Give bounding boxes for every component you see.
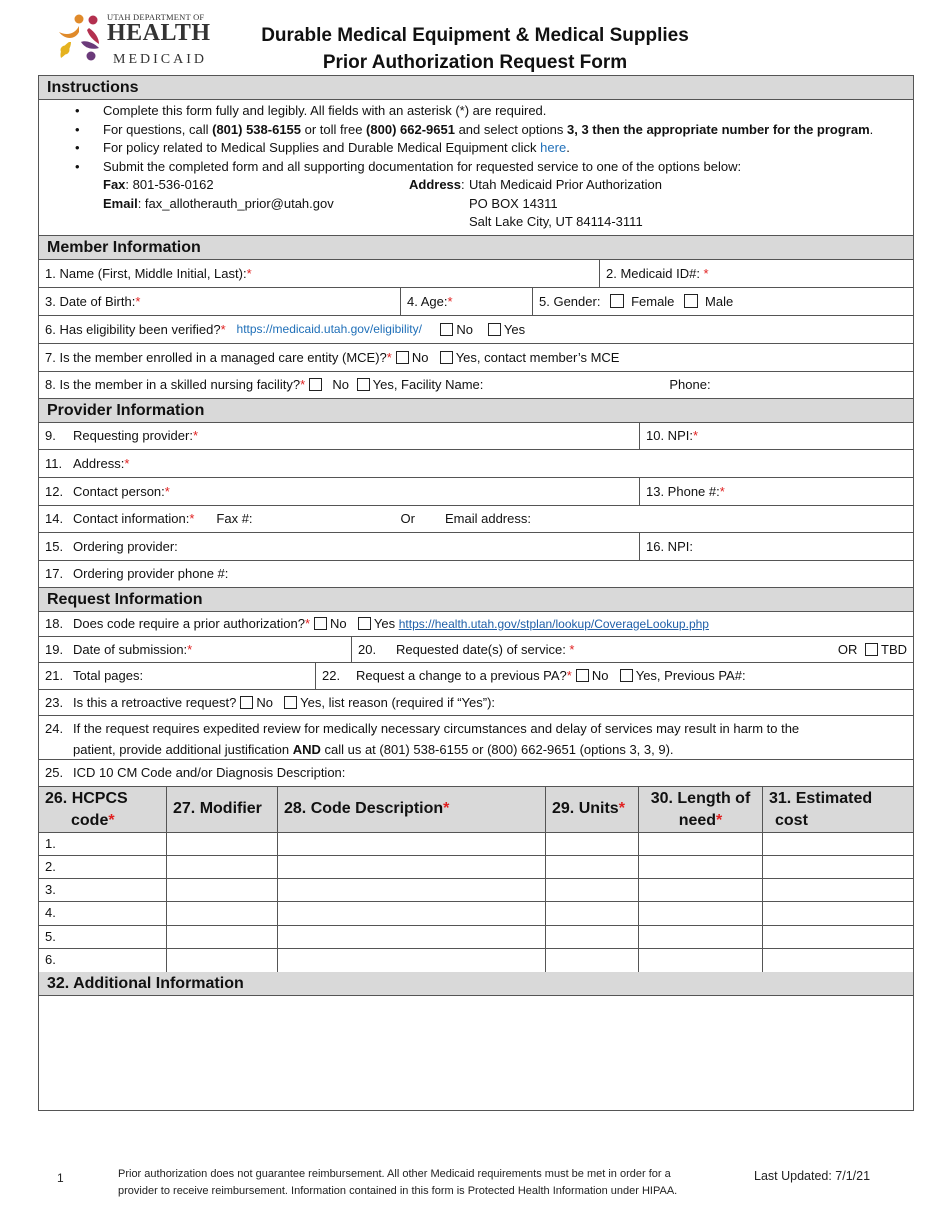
field-number: 19. [45, 641, 64, 657]
table-row [39, 902, 913, 925]
table-cell[interactable] [166, 879, 277, 901]
row-number-cell[interactable]: 1. [45, 835, 56, 851]
table-cell[interactable] [638, 926, 762, 948]
table-cell[interactable] [638, 949, 762, 972]
table-cell[interactable] [545, 926, 638, 948]
eligibility-no-checkbox[interactable] [440, 323, 453, 336]
table-row [39, 833, 913, 856]
footer-disclaimer [118, 1166, 677, 1199]
text: patient, provide additional justification [73, 741, 293, 757]
field-label: 2. Medicaid ID#: [606, 265, 700, 281]
male-label: Male [705, 293, 734, 309]
instruction-item: • Complete this form fully and legibly. All fields with an asterisk (*) are required. [39, 102, 913, 121]
table-cell[interactable] [166, 902, 277, 924]
field-label: 7. Is the member enrolled in a managed care entity (MCE)? [45, 349, 387, 365]
field-number: 24. [45, 720, 64, 736]
text: For policy related to Medical Supplies and Durable Medical Equipment click [103, 140, 541, 155]
table-cell[interactable] [638, 833, 762, 855]
table-cell[interactable] [762, 949, 913, 972]
table-cell[interactable] [762, 926, 913, 948]
no-label: No [332, 377, 349, 392]
colon: : [461, 177, 465, 192]
table-cell[interactable] [762, 833, 913, 855]
col-label: 29. Units [552, 800, 619, 817]
email-label: Email address: [444, 511, 531, 526]
text: call us at (801) 538-6155 or (800) 662-9651 (options 3, 3, 9). [320, 741, 674, 757]
table-cell[interactable] [277, 856, 545, 878]
col-modifier: 27. Modifier [166, 787, 277, 832]
fax-label: Fax [103, 177, 126, 192]
field-number: 15. [45, 538, 64, 554]
icd10-field[interactable] [39, 760, 913, 786]
field-label: Request a change to a previous PA? [356, 668, 567, 683]
table-cell[interactable] [545, 856, 638, 878]
table-cell[interactable] [166, 949, 277, 972]
yes-label: Yes, list reason (required if “Yes”): [300, 694, 496, 710]
col-label: 31. Estimated [769, 789, 873, 807]
yes-label: Yes, contact member’s MCE [455, 349, 620, 365]
no-label: No [411, 349, 429, 365]
field-label: 3. Date of Birth: [45, 293, 136, 309]
instruction-item [39, 139, 913, 158]
row-number-cell[interactable]: 3. [45, 882, 56, 898]
field-label: 4. Age: [407, 293, 448, 309]
options-text: 3, 3 then the appropriate number for the program [566, 121, 870, 137]
prior-auth-form [38, 75, 914, 1111]
field-number: 12. [45, 483, 64, 499]
address-line: Salt Lake City, UT 84114-3111 [469, 214, 643, 229]
field-label: 8. Is the member in a skilled nursing facility? [45, 377, 301, 392]
table-cell[interactable] [545, 879, 638, 901]
medicaid-id-field[interactable]: 2. Medicaid ID#: * [599, 260, 913, 287]
row-number-cell[interactable]: 6. [45, 951, 56, 967]
address-line: PO BOX 14311 [469, 195, 558, 211]
no-label: No [256, 694, 273, 710]
col-units: 29. Units * [545, 787, 638, 832]
field-label: Total pages: [73, 668, 144, 683]
phone-number: (800) 662-9651 [366, 121, 455, 137]
email-line [103, 195, 409, 214]
table-cell[interactable] [545, 833, 638, 855]
field-label: 5. Gender: [539, 293, 601, 309]
table-cell[interactable] [166, 833, 277, 855]
phone-label: Phone: [669, 377, 711, 392]
field-number: 14. [45, 511, 64, 526]
field-number: 9. [45, 428, 56, 443]
field-label: Requested date(s) of service: [396, 641, 566, 657]
field-label: Requesting provider: [73, 428, 193, 443]
ordering-provider-field[interactable] [39, 533, 639, 560]
pa-yes-checkbox[interactable] [358, 617, 371, 630]
text: and select options [454, 121, 567, 137]
prior-auth-required-field: 18. Does code require a prior authorization? * No Yes https://health.utah.gov/stplan/lookup/CoverageLookup.php [45, 616, 709, 631]
row-number-cell[interactable]: 2. [45, 858, 56, 874]
field-label: Contact information: [73, 511, 190, 526]
table-cell[interactable] [638, 902, 762, 924]
hcpcs-table-body [39, 833, 913, 973]
row-number-cell[interactable]: 5. [45, 928, 56, 944]
field-label: Date of submission: [73, 641, 188, 657]
retro-no-checkbox[interactable] [240, 696, 253, 709]
instructions-list [39, 100, 913, 235]
table-row [39, 949, 913, 972]
utah-health-logo [55, 12, 220, 72]
eligibility-field: 6. Has eligibility been verified? * https://medicaid.utah.gov/eligibility/ No Yes [45, 321, 526, 337]
phone-number: (801) 538-6155 [212, 121, 302, 137]
field-label: 6. Has eligibility been verified? [45, 321, 221, 337]
female-checkbox[interactable] [610, 294, 624, 308]
submission-date-field[interactable]: 19. Date of submission: * [45, 641, 193, 657]
member-name-field[interactable]: 1. Name (First, Middle Initial, Last): * [45, 265, 252, 281]
table-cell[interactable] [762, 902, 913, 924]
field-number: 23. [45, 694, 64, 710]
yes-label: Yes, Facility Name: [372, 377, 484, 392]
col-code-description: 28. Code Description * [277, 787, 545, 832]
request-info-heading: Request Information [39, 588, 913, 612]
table-cell[interactable] [638, 879, 762, 901]
table-cell[interactable] [545, 902, 638, 924]
field-label: Does code require a prior authorization? [73, 616, 305, 631]
contact-info-field[interactable]: 14. Contact information: * Fax #: Or Email address: [45, 511, 531, 526]
page-number: 1 [57, 1171, 64, 1185]
table-cell[interactable] [166, 856, 277, 878]
fax-label: Fax #: [216, 511, 253, 526]
table-row [39, 879, 913, 902]
yes-label: Yes [373, 616, 396, 631]
logo-dept-text: UTAH DEPARTMENT OF [107, 12, 205, 22]
pa-no-checkbox[interactable] [314, 617, 327, 630]
contact-person-field[interactable]: 12. Contact person: * [45, 483, 170, 499]
tbd-checkbox[interactable] [865, 643, 878, 656]
table-cell[interactable] [277, 902, 545, 924]
form-title [230, 22, 720, 76]
field-label: Ordering provider: [73, 538, 178, 554]
field-label: 10. NPI: [646, 428, 693, 443]
note-line [73, 739, 799, 760]
table-cell[interactable] [277, 833, 545, 855]
policy-here-link[interactable]: here [540, 140, 567, 155]
last-updated: Last Updated: 7/1/21 [754, 1169, 871, 1183]
address-label: Address [409, 177, 462, 192]
service-dates-field[interactable]: 20. Requested date(s) of service: * OR TBD [351, 637, 913, 662]
tbd-label: TBD [881, 641, 907, 657]
col-label: need [678, 811, 717, 829]
address-field[interactable]: 11. Address: * [45, 455, 130, 471]
snf-field: 8. Is the member in a skilled nursing facility? * No Yes, Facility Name: Phone: [45, 377, 711, 392]
yes-label: Yes, Previous PA#: [635, 668, 746, 683]
field-number: 22. [322, 668, 341, 683]
instruction-item: • Submit the completed form and all supporting documentation for requested service to one of the options below: [39, 158, 913, 177]
phone-field[interactable]: 13. Phone #: * [639, 478, 913, 505]
yes-label: Yes [503, 321, 526, 337]
row-number-cell[interactable]: 4. [45, 905, 56, 921]
text: For questions, call [103, 121, 213, 137]
col-label: 30. Length of [650, 789, 751, 807]
col-estimated-cost [762, 787, 913, 832]
field-number: 21. [45, 668, 64, 683]
field-label: 16. NPI: [646, 538, 693, 554]
npi-field[interactable]: 10. NPI: * [639, 423, 913, 449]
retro-yes-checkbox[interactable] [284, 696, 297, 709]
table-row [39, 926, 913, 949]
address-line: Utah Medicaid Prior Authorization [469, 177, 662, 192]
retroactive-field [39, 690, 913, 715]
expedited-review-note [39, 716, 805, 759]
or-label: OR [837, 641, 858, 657]
coverage-lookup-link[interactable]: https://health.utah.gov/stplan/lookup/CoverageLookup.php [398, 616, 709, 631]
col-length-of-need: 30. Length of need* [638, 787, 762, 832]
logo-health-text: HEALTH [107, 20, 211, 46]
text: or toll free [301, 121, 367, 137]
age-field[interactable]: 4. Age: * [400, 288, 532, 315]
mce-field: 7. Is the member enrolled in a managed care entity (MCE)? * No Yes, contact member’s MCE [45, 349, 620, 365]
female-label: Female [631, 293, 675, 309]
people-logo-icon [55, 12, 103, 68]
total-pages-field[interactable] [39, 663, 315, 689]
col-label: cost [775, 811, 808, 829]
no-label: No [330, 616, 347, 631]
disclaimer-line: provider to receive reimbursement. Information contained in this form is Protected Health Information under HIPAA. [118, 1184, 678, 1197]
field-number: 18. [45, 616, 64, 631]
eligibility-link[interactable]: https://medicaid.utah.gov/eligibility/ [236, 322, 422, 336]
or-label: Or [400, 511, 415, 526]
text: . [566, 140, 570, 155]
table-cell[interactable] [638, 856, 762, 878]
field-number: 11. [45, 455, 63, 471]
hcpcs-table-header [39, 787, 913, 833]
mce-yes-checkbox[interactable] [440, 351, 453, 364]
additional-info-textarea[interactable] [39, 996, 913, 1110]
mce-no-checkbox[interactable] [396, 351, 409, 364]
text: . [869, 121, 874, 137]
prev-pa-no-checkbox[interactable] [576, 669, 589, 682]
table-row [39, 856, 913, 879]
col-label: 26. HCPCS [45, 789, 128, 807]
title-line1: Durable Medical Equipment & Medical Supplies [261, 25, 689, 46]
field-label: Address: [73, 455, 125, 471]
email-value: : fax_allotherauth_prior@utah.gov [137, 195, 334, 211]
email-label: Email [103, 195, 138, 211]
contact-details [39, 176, 913, 232]
field-number: 25. [45, 765, 64, 780]
field-label: 1. Name (First, Middle Initial, Last): [45, 265, 247, 281]
and-text: AND [292, 741, 321, 757]
instruction-item [39, 121, 913, 140]
requesting-provider-field[interactable]: 9. Requesting provider: * [45, 428, 199, 443]
col-label: code [71, 811, 109, 829]
male-checkbox[interactable] [684, 294, 698, 308]
ordering-npi-field[interactable] [639, 533, 913, 560]
member-info-heading: Member Information [39, 236, 913, 260]
no-label: No [456, 321, 474, 337]
field-label: Ordering provider phone #: [73, 566, 229, 581]
snf-no-checkbox[interactable] [309, 378, 322, 391]
previous-pa-field: 22. Request a change to a previous PA? * No Yes, Previous PA#: [315, 663, 913, 689]
table-cell[interactable] [277, 949, 545, 972]
prev-pa-yes-checkbox[interactable] [620, 669, 633, 682]
gender-field [532, 288, 913, 315]
table-cell[interactable] [762, 856, 913, 878]
provider-info-heading: Provider Information [39, 399, 913, 423]
fax-value: : 801-536-0162 [125, 177, 214, 192]
field-label: Contact person: [73, 483, 165, 499]
fax-line [103, 176, 409, 195]
address-block [469, 176, 662, 232]
table-cell[interactable] [277, 926, 545, 948]
ordering-phone-field[interactable] [39, 561, 913, 587]
note-line: If the request requires expedited review for medically necessary circumstances and delay of services may result in harm to the [73, 720, 800, 736]
table-cell[interactable] [545, 949, 638, 972]
address-label-wrap [409, 176, 469, 232]
field-number: 20. [358, 641, 377, 657]
additional-info-heading: 32. Additional Information [39, 972, 913, 996]
table-cell[interactable] [762, 879, 913, 901]
field-label: Is this a retroactive request? [73, 694, 237, 710]
instructions-heading: Instructions [39, 76, 913, 100]
col-hcpcs: 26. HCPCS code* [39, 787, 166, 832]
disclaimer-line: Prior authorization does not guarantee reimbursement. All other Medicaid requirements must be met in order for a [118, 1168, 671, 1180]
snf-yes-checkbox[interactable] [357, 378, 370, 391]
eligibility-yes-checkbox[interactable] [488, 323, 501, 336]
table-cell[interactable] [277, 879, 545, 901]
no-label: No [591, 668, 609, 683]
col-label: 28. Code Description [284, 800, 444, 817]
field-label: ICD 10 CM Code and/or Diagnosis Description: [73, 765, 346, 780]
title-line2: Prior Authorization Request Form [322, 52, 628, 73]
logo-medicaid-text: MEDICAID [113, 52, 207, 67]
table-cell[interactable] [166, 926, 277, 948]
field-label: 13. Phone #: [646, 483, 720, 499]
field-number: 17. [45, 566, 64, 581]
dob-field[interactable]: 3. Date of Birth: * [45, 293, 141, 309]
